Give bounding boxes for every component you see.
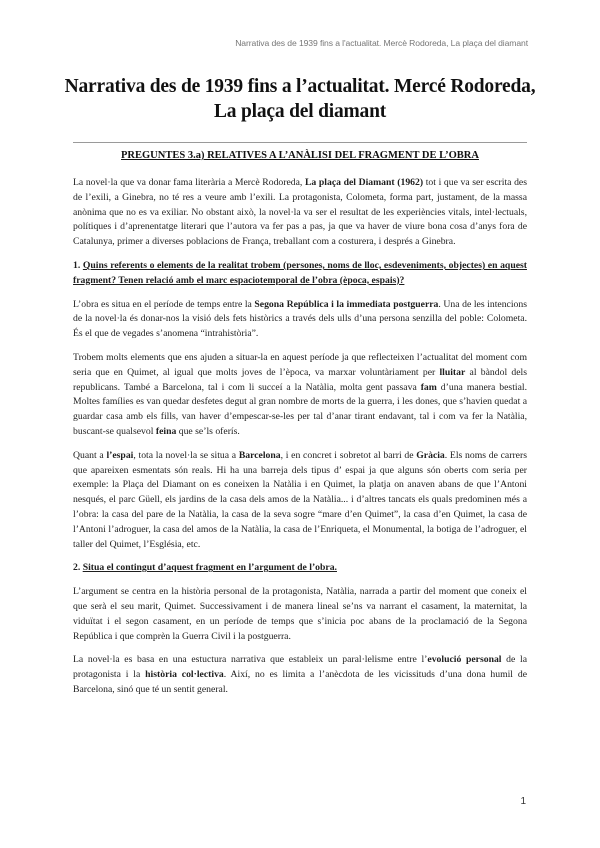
book-title: La plaça del Diamant (1962) bbox=[304, 177, 424, 188]
bold-term: història col·lectiva bbox=[145, 669, 224, 681]
text-run: . Així, no es limita a l’anècdota de les vicissituds d’una dona humil de Barcelona, sinó que té un sentit general. bbox=[73, 669, 527, 695]
answer-1-paragraph-2 bbox=[73, 351, 527, 440]
running-header: Narrativa des de 1939 fins a l'actualitat. Mercè Rodoreda, La plaça del diamant bbox=[235, 38, 528, 48]
text-run: , i en concret i sobretot al barri de bbox=[280, 449, 417, 461]
bold-term: lluitar bbox=[439, 366, 466, 378]
text-run: Quant a bbox=[73, 449, 107, 461]
text-run: , tota la novel·la se situa a bbox=[133, 449, 239, 461]
text-run: al bàndol dels republicans. També a Barcelona, tal i com li succeí a la Natàlia, molta gent passava bbox=[73, 366, 527, 393]
question-1 bbox=[73, 259, 527, 289]
bold-term: feina bbox=[155, 425, 177, 437]
answer-1-paragraph-1 bbox=[73, 298, 527, 342]
bold-term: fam bbox=[420, 381, 437, 393]
answer-1-paragraph-3 bbox=[73, 449, 527, 553]
question-2 bbox=[73, 561, 527, 576]
text-run: de la protagonista i la bbox=[73, 654, 527, 681]
text-run: d’una manera bestial. Moltes famílies es van quedar desfetes degut al gran nombre de morts de la guerra, i les dones, que s’havien quedat a guardar casa amb els fills, van haver d’empescar-se-les per tal d’anar tirant endavant, tal i com va fer la Natàlia, buscant-se qualsevol bbox=[73, 381, 527, 437]
bold-term: Barcelona bbox=[238, 449, 281, 461]
answer-2-paragraph-2 bbox=[73, 653, 527, 697]
answer-2-paragraph-1 bbox=[73, 585, 527, 644]
bold-term: evolució personal bbox=[427, 654, 502, 666]
document-body bbox=[73, 176, 527, 707]
text-run: Trobem molts elements que ens ajuden a situar-la en aquest període ja que reflecteixen l’actualitat del moment com seria que en Quimet, al igual que molts joves de l’època, va marxar voluntàriament per bbox=[73, 351, 527, 378]
title-line-1: Narrativa des de 1939 fins a l’actualitat. Mercé Rodoreda, bbox=[64, 76, 536, 97]
page-number: 1 bbox=[520, 796, 526, 807]
bold-term: l’espai bbox=[106, 449, 134, 461]
text-run: que se’ls oferís. bbox=[176, 425, 240, 437]
title-divider bbox=[73, 142, 527, 143]
text-run: . Una de les intencions de la novel·la és donar-nos la visió dels fets històrics a través dels ulls d’una persona senzilla del poble: Colometa. És el que de vegades s’anomena “intrahistòria”. bbox=[73, 298, 527, 340]
text-run: L’argument se centra en la història personal de la protagonista, Natàlia, narrada a partir del moment que coneix el que serà el seu marit, Quimet. Successivament i de manera lineal se’ns va narrant el casament, la maternitat, la viduïtat i el segon casament, en un període de temps que s’inicia poc abans de la proclamació de la Segona República i que comprèn la Guerra Civil i la postguerra. bbox=[73, 586, 527, 642]
bold-term: Segona República i la immediata postguerra bbox=[254, 298, 439, 310]
text-run: La novel·la que va donar fama literària a Mercè Rodoreda, bbox=[73, 177, 305, 188]
text-run: L’obra es situa en el període de temps entre la bbox=[73, 298, 255, 310]
text-run: La novel·la es basa en una estuctura narrativa que estableix un paral·lelisme entre l’ bbox=[73, 654, 428, 666]
bold-term: Gràcia bbox=[416, 449, 445, 461]
text-run: tot i que va ser escrita des de l’exili, a Ginebra, no té res a veure amb l’exili. La protagonista, Colometa, forma part, justament, de la massa anònima que no es va exiliar. No obstant això, la novel·la va ser el resultat de les experiències vitals, intel·lectuals, polítiques i d’aprenentatge literari que l’autora va fer pas a pas, ja que va haver de viure bona cosa d’anys fora de Catalunya, primer a diverses poblacions de França, treballant com a costurera, i després a Ginebra. bbox=[73, 177, 527, 248]
question-text: Quins referents o elements de la realitat trobem (persones, noms de lloc, esdeveniments, objectes) en aquest fragment? Tenen relació amb el marc espaciotemporal de l’obra (època, espais)? bbox=[73, 259, 527, 286]
text-run: . Els noms de carrers que apareixen esmentats són reals. Hi ha una barreja dels tipus d’ espai ja que alguns són oberts com seria per exemple: la Plaça del Diamant on es coneixen la Natàlia i en Quimet, la platja on anaven abans de que l’Antoni nesqués, el parc Güell, els jardins de la casa dels amos de la Natàlia... i d’altres tancats els quals predominen més a l’obra: la casa del pare de la Natàlia, la casa de la seva sogre “mare d’en Quimet”, la casa d’en Quimet, la casa de l’Antoni l’adroguer, la casa del amos de la Natàlia, la casa de l’Enriqueta, el Monumental, la botiga de l’adroguer, el taller del Quimet, l’Església, etc. bbox=[73, 449, 527, 550]
intro-paragraph bbox=[73, 176, 527, 250]
section-heading: PREGUNTES 3.a) RELATIVES A L’ANÀLISI DEL FRAGMENT DE L’OBRA bbox=[121, 150, 479, 161]
question-number: 1. bbox=[73, 259, 83, 271]
question-number: 2. bbox=[73, 562, 83, 574]
title-line-2: La plaça del diamant bbox=[213, 101, 387, 122]
question-text: Situa el contingut d’aquest fragment en l’argument de l’obra. bbox=[82, 562, 337, 574]
document-title bbox=[60, 74, 540, 124]
